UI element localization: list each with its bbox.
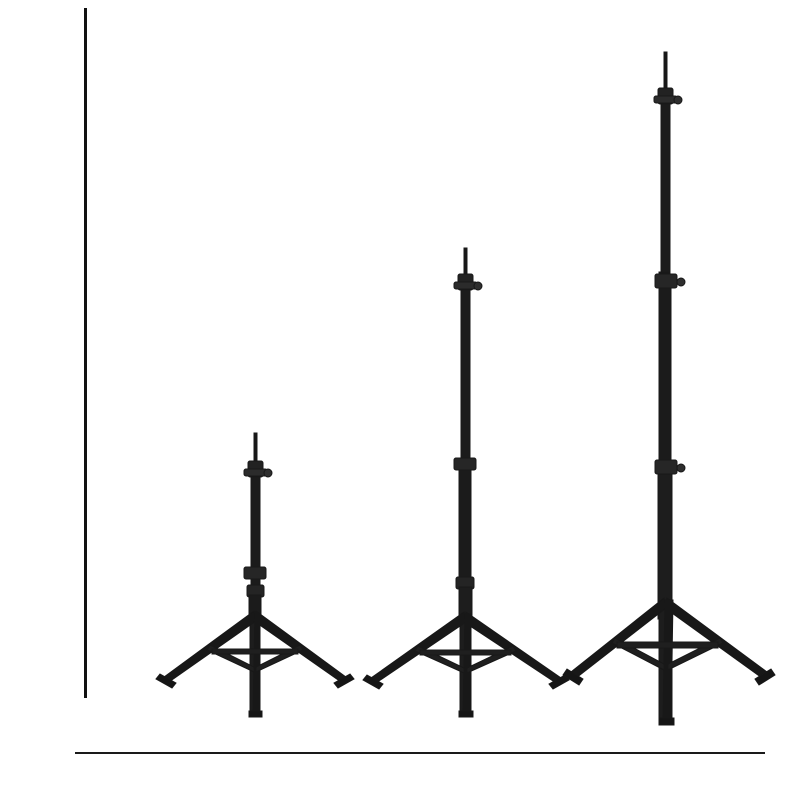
light-stand-tall — [555, 42, 785, 732]
footer-divider — [75, 752, 765, 754]
ruler-axis — [84, 8, 87, 698]
light-stand-medium — [355, 240, 575, 725]
light-stand-low — [150, 425, 360, 725]
